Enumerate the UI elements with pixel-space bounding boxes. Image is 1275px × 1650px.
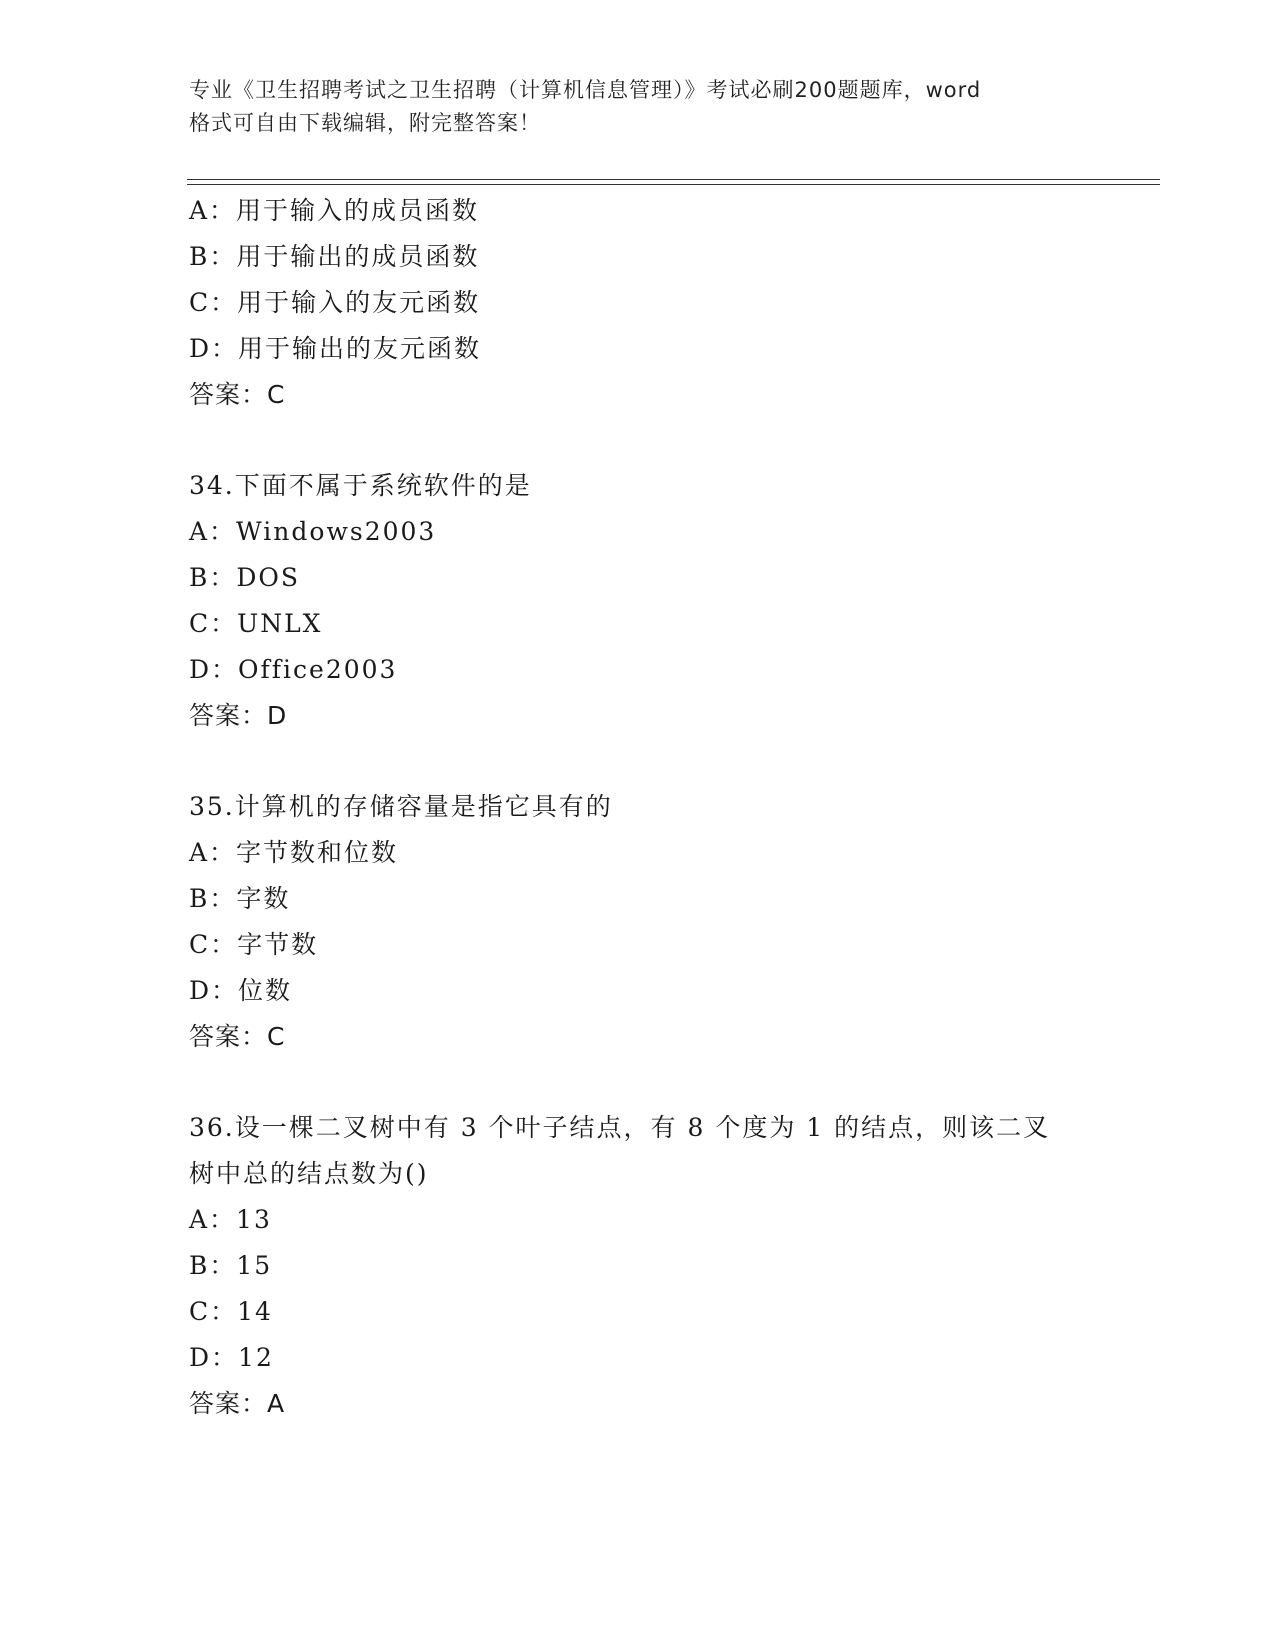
option-b: B：15	[189, 1251, 273, 1280]
option-a: A：字节数和位数	[189, 838, 399, 867]
option-b: B：用于输出的成员函数	[189, 242, 480, 271]
option-d: D：Office2003	[189, 655, 398, 684]
question-35	[189, 784, 1149, 1060]
option-a: A：13	[189, 1205, 272, 1234]
answer-line: 答案：C	[189, 1022, 286, 1051]
header-line-2: 格式可自由下载编辑，附完整答案！	[189, 111, 541, 135]
header-divider-top	[187, 179, 1160, 180]
option-c: C：14	[189, 1297, 273, 1326]
spacer	[189, 418, 1149, 463]
option-d: D：12	[189, 1343, 274, 1372]
question-text-line-2: 树中总的结点数为()	[189, 1159, 429, 1188]
answer-line: 答案：A	[189, 1389, 286, 1418]
document-header	[189, 74, 1089, 140]
option-a: A：Windows2003	[189, 517, 437, 546]
option-b: B：DOS	[189, 563, 301, 592]
header-divider-bottom	[187, 184, 1160, 185]
question-text: 35.计算机的存储容量是指它具有的	[189, 792, 613, 821]
header-line-1: 专业《卫生招聘考试之卫生招聘（计算机信息管理）》考试必刷200题题库，word	[189, 78, 982, 102]
option-c: C：字节数	[189, 930, 319, 959]
option-a: A：用于输入的成员函数	[189, 196, 480, 225]
option-d: D：用于输出的友元函数	[189, 334, 482, 363]
answer-line: 答案：C	[189, 380, 286, 409]
option-c: C：用于输入的友元函数	[189, 288, 481, 317]
question-34	[189, 463, 1149, 739]
question-33	[189, 188, 1149, 418]
question-list	[189, 188, 1149, 1427]
spacer	[189, 739, 1149, 784]
question-36	[189, 1105, 1149, 1427]
question-text: 34.下面不属于系统软件的是	[189, 471, 532, 500]
answer-line: 答案：D	[189, 701, 288, 730]
question-text-line-1: 36.设一棵二叉树中有 3 个叶子结点，有 8 个度为 1 的结点，则该二叉	[189, 1113, 1051, 1142]
option-c: C：UNLX	[189, 609, 323, 638]
spacer	[189, 1060, 1149, 1105]
option-b: B：字数	[189, 884, 291, 913]
option-d: D：位数	[189, 976, 293, 1005]
